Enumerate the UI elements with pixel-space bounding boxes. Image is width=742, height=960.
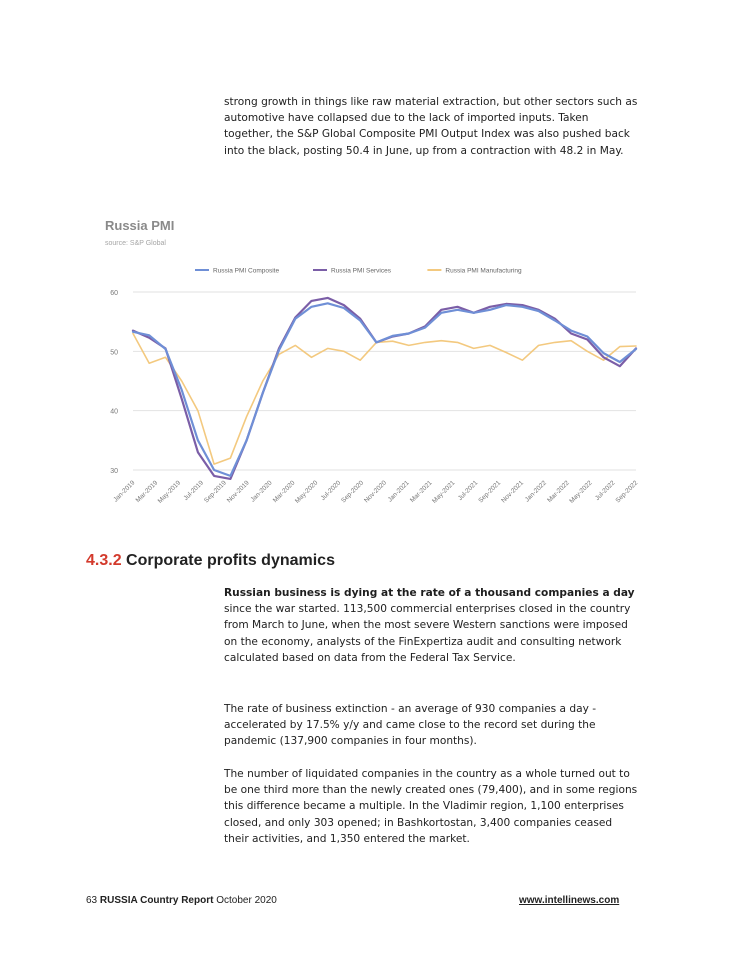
report-name: RUSSIA Country Report bbox=[99, 895, 214, 906]
x-tick-label: Nov-2020 bbox=[363, 479, 388, 505]
x-tick-label: Sep-2020 bbox=[340, 479, 366, 505]
section-number: 4.3.2 bbox=[86, 552, 122, 569]
x-tick-label: Nov-2019 bbox=[225, 479, 251, 505]
body-paragraph-2: The rate of business extinction - an average of 930 companies a day - accelerated by 17.5% y/y and came close to the record set during the pandemic (137,900 companies in four months). bbox=[224, 703, 597, 748]
chart-subtitle: source: S&P Global bbox=[105, 240, 166, 247]
x-tick-label: Mar-2022 bbox=[546, 479, 571, 505]
x-tick-label: Jan-2022 bbox=[523, 479, 548, 504]
legend-label: Russia PMI Services bbox=[331, 267, 391, 275]
x-tick-label: May-2019 bbox=[156, 479, 183, 505]
intro-paragraph: strong growth in things like raw material extraction, but other sectors such as automotive have collapsed due to the lack of imported inputs. Taken together, the S&P Global Composite PMI Output Index was also pushed back into the black, posting 50.4 in June, up from a contraction with 48.2 in May. bbox=[224, 96, 638, 157]
x-tick-label: Sep-2021 bbox=[477, 479, 503, 505]
y-tick-label: 30 bbox=[110, 468, 118, 475]
chart-title: Russia PMI bbox=[105, 218, 175, 233]
body-paragraph-1-text: since the war started. 113,500 commercial enterprises closed in the country from March to June, when the most severe Western sanctions were imposed on the economy, analysts of the FinExpertiza audit and consulting network calculated based on data from the Federal Tax Service. bbox=[224, 603, 631, 664]
body-paragraph-1 bbox=[224, 585, 639, 666]
lead-bold-text: Russian business is dying at the rate of a thousand companies a day bbox=[224, 587, 635, 599]
x-tick-label: Sep-2019 bbox=[202, 479, 228, 505]
page-number: 63 bbox=[86, 895, 98, 906]
y-tick-label: 50 bbox=[110, 349, 118, 357]
x-tick-label: Jan-2020 bbox=[249, 479, 274, 504]
x-tick-label: Nov-2021 bbox=[500, 479, 526, 505]
x-tick-label: Jul-2022 bbox=[593, 479, 617, 503]
x-tick-label: May-2020 bbox=[293, 479, 320, 505]
report-date: October 2020 bbox=[216, 895, 277, 906]
section-title: Corporate profits dynamics bbox=[126, 552, 335, 569]
x-tick-label: Mar-2020 bbox=[271, 479, 297, 505]
y-tick-label: 40 bbox=[110, 408, 118, 416]
legend-label: Russia PMI Composite bbox=[213, 267, 280, 275]
x-tick-label: Jul-2019 bbox=[182, 479, 206, 503]
series-line bbox=[133, 334, 636, 465]
section-heading bbox=[86, 552, 335, 570]
x-tick-label: Jan-2019 bbox=[112, 479, 137, 504]
x-tick-label: Jul-2020 bbox=[319, 479, 343, 503]
x-tick-label: Mar-2021 bbox=[409, 479, 434, 505]
x-tick-label: Jan-2021 bbox=[386, 479, 411, 504]
footer bbox=[86, 895, 277, 906]
x-tick-label: Mar-2019 bbox=[134, 479, 160, 505]
legend-label: Russia PMI Manufacturing bbox=[445, 267, 522, 275]
body-paragraph-3: The number of liquidated companies in the country as a whole turned out to be one third more than the newly created ones (79,400), and in some regions this difference became a multiple. In the Vladimir region, 1,100 enterprises closed, and only 303 opened; in Bashkortostan, 3,400 companies ceased their activities, and 1,350 entered the market. bbox=[224, 768, 638, 845]
x-tick-label: Jul-2021 bbox=[456, 479, 480, 503]
x-tick-label: Sep-2022 bbox=[614, 479, 640, 505]
x-tick-label: May-2022 bbox=[568, 479, 594, 505]
x-tick-label: May-2021 bbox=[431, 479, 457, 505]
website-link[interactable]: www.intellinews.com bbox=[519, 895, 620, 906]
series-line bbox=[133, 303, 636, 476]
y-tick-label: 60 bbox=[110, 290, 118, 297]
